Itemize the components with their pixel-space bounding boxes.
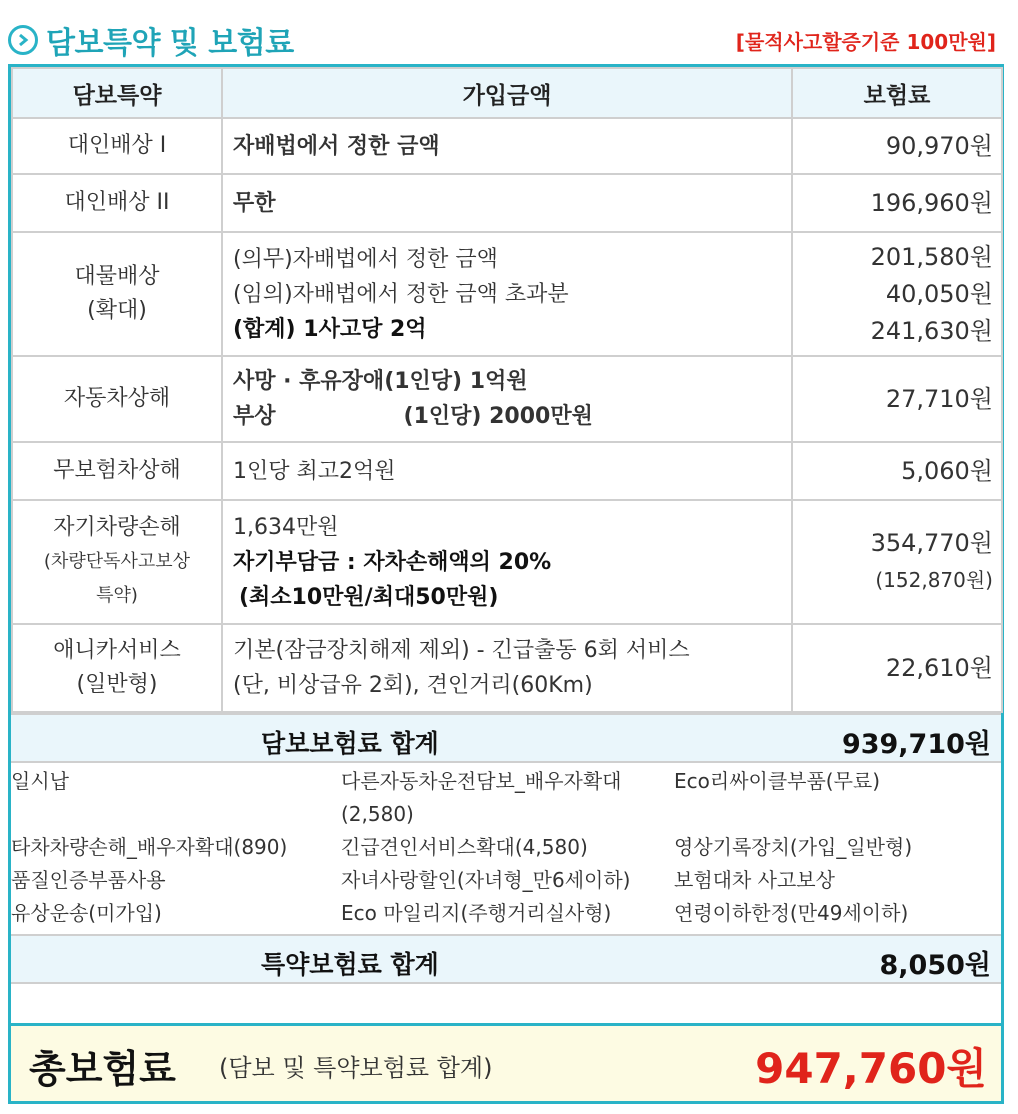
coverage-total-label: 담보보험료 합계 [261,729,439,758]
title-wrap [8,18,294,62]
table-row [12,118,1002,174]
coverage-amount: 기본(잠금장치해제 제외) - 긴급출동 6회 서비스 (단, 비상급유 2회), 견인거리(60Km) [222,624,792,712]
surcharge-note: [물적사고할증기준 100만원] [735,30,996,54]
premium-value: 27,710원 [792,356,1002,442]
coverage-name: 자동차상해 [12,356,222,442]
list-item: 다른자동차운전담보_배우자확대(2,580) [341,769,622,826]
header [8,8,1010,64]
coverage-amount: 1인당 최고2억원 [222,442,792,500]
list-item: 유상운송(미가입) [11,901,162,925]
coverage-amount: 사망 · 후유장애(1인당) 1억원 부상 (1인당) 2000만원 [222,356,792,442]
table-row [12,174,1002,232]
page-title: 담보특약 및 보험료 [46,26,294,61]
table-row [12,624,1002,712]
coverage-name: 대인배상 Ⅰ [12,118,222,174]
premium-value: 196,960원 [792,174,1002,232]
grand-total-sub: (담보 및 특약보험료 합계) [219,1054,493,1082]
coverage-name: 대물배상 (확대) [12,232,222,356]
coverage-name: 애니카서비스 (일반형) [12,624,222,712]
coverage-total-value: 939,710원 [841,729,991,760]
table-header-row [12,68,1002,118]
list-item: 연령이하한정(만49세이하) [674,901,909,925]
premium-value: 5,060원 [792,442,1002,500]
coverage-amount: (의무)자배법에서 정한 금액 (임의)자배법에서 정한 금액 초과분 (합계) 1사고당 2억 [222,232,792,356]
list-item: 보험대차 사고보상 [674,868,835,892]
grand-total-value: 947,760원 [755,1044,987,1093]
table-row [12,356,1002,442]
premium-value: 22,610원 [792,624,1002,712]
premium-value: 354,770원 (152,870원) [792,500,1002,624]
table-row [12,442,1002,500]
list-item: 자녀사랑할인(자녀형_만6세이하) [341,868,631,892]
coverage-amount: 무한 [222,174,792,232]
coverage-amount: 자배법에서 정한 금액 [222,118,792,174]
chevron-right-icon [8,25,38,55]
rider-total-label: 특약보험료 합계 [261,950,439,979]
grand-total-label: 총보험료 [29,1047,176,1091]
header-coverage-name: 담보특약 [12,68,222,118]
list-item: 영상기록장치(가입_일반형) [674,835,913,859]
list-item: Eco리싸이클부품(무료) [674,769,881,793]
premium-value: 201,580원 40,050원 241,630원 [792,232,1002,356]
coverage-table [11,67,1003,713]
coverage-total-row [11,713,1001,763]
coverage-amount: 1,634만원 자기부담금 : 자차손해액의 20% (최소10만원/최대50만원) [222,500,792,624]
list-item: 타차차량손해_배우자확대(890) [11,835,288,859]
premium-frame [8,64,1004,1104]
list-item: 품질인증부품사용 [11,868,166,892]
table-row [12,500,1002,624]
coverage-name: 자기차량손해 (차량단독사고보상 특약) [12,500,222,624]
coverage-name: 무보험차상해 [12,442,222,500]
rider-total-value: 8,050원 [879,950,991,981]
coverage-name: 대인배상 II [12,174,222,232]
table-row [12,232,1002,356]
header-coverage-amount: 가입금액 [222,68,792,118]
list-item: Eco 마일리지(주행거리실사형) [341,901,612,925]
list-item: 긴급견인서비스확대(4,580) [341,835,588,859]
rider-total-row [11,934,1001,984]
premium-value: 90,970원 [792,118,1002,174]
list-item: 일시납 [11,769,69,793]
grand-total-row [11,1023,1001,1101]
header-premium: 보험료 [792,68,1002,118]
rider-list [11,763,1001,934]
